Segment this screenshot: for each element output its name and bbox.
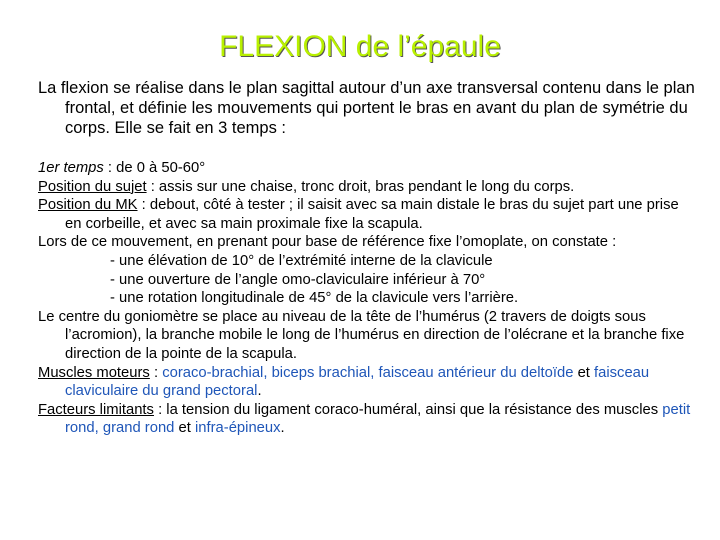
observation-item: - une ouverture de l’angle omo-claviculaire inférieur à 70° [110,271,486,288]
position-mk-label: Position du MK [38,197,138,214]
muscles-end: . [257,383,262,400]
facteurs-text: : la tension du ligament coraco-huméral, ainsi que la résistance des muscles [153,401,663,418]
mouvement-paragraph: Lors de ce mouvement, en prenant pour base de référence fixe l’omoplate, on constate : [38,234,617,251]
observation-item: - une élévation de 10° de l’extrémité interne de la clavicule [110,252,493,269]
position-mk-line [38,196,698,233]
goniometre-paragraph: Le centre du goniomètre se place au niveau de la tête de l’humérus (2 travers de doigts sous l’acromion), la branche mobile le long de l’humérus en direction de l’olécrane et la branche fixe direction de la pointe de la scapula. [38,308,685,362]
intro-paragraph: La flexion se réalise dans le plan sagittal autour d’un axe transversal contenu dans le plan frontal, et définie les mouvements qui portent le bras en avant du plan de symétrie du corps. Elle se fait en 3 temps : [38,79,695,137]
facteurs-muscles-2: infra-épineux [194,420,281,437]
muscles-line [38,364,698,401]
muscles-list-1: coraco-brachial, biceps brachial, faisceau antérieur du deltoïde [162,364,574,381]
facteurs-end: . [280,420,285,437]
muscles-and: et [573,364,595,381]
facteurs-and: et [174,420,195,437]
temps-text: : de 0 à 50-60° [103,160,206,176]
temps-label: 1er temps [38,160,104,176]
content-body [38,159,698,438]
facteurs-muscles-1: petit rond, grand rond [65,401,691,437]
position-sujet-line [38,178,698,197]
page-title: FLEXION de l’épaule [219,30,501,63]
facteurs-label: Facteurs limitants [38,401,154,418]
muscles-sep: : [149,364,163,381]
position-sujet-text: : assis sur une chaise, tronc droit, bras pendant le long du corps. [146,178,575,195]
temps-line [38,159,698,178]
observation-item: - une rotation longitudinale de 45° de la clavicule vers l’arrière. [110,290,519,307]
facteurs-line [38,401,698,438]
position-mk-text: : debout, côté à tester ; il saisit avec sa main distale le bras du sujet part une prise en corbeille, et avec sa main proximale fixe la scapula. [65,197,679,232]
muscles-list-2: faisceau claviculaire du grand pectoral [65,364,650,400]
position-sujet-label: Position du sujet [38,178,147,195]
muscles-label: Muscles moteurs [38,364,150,381]
